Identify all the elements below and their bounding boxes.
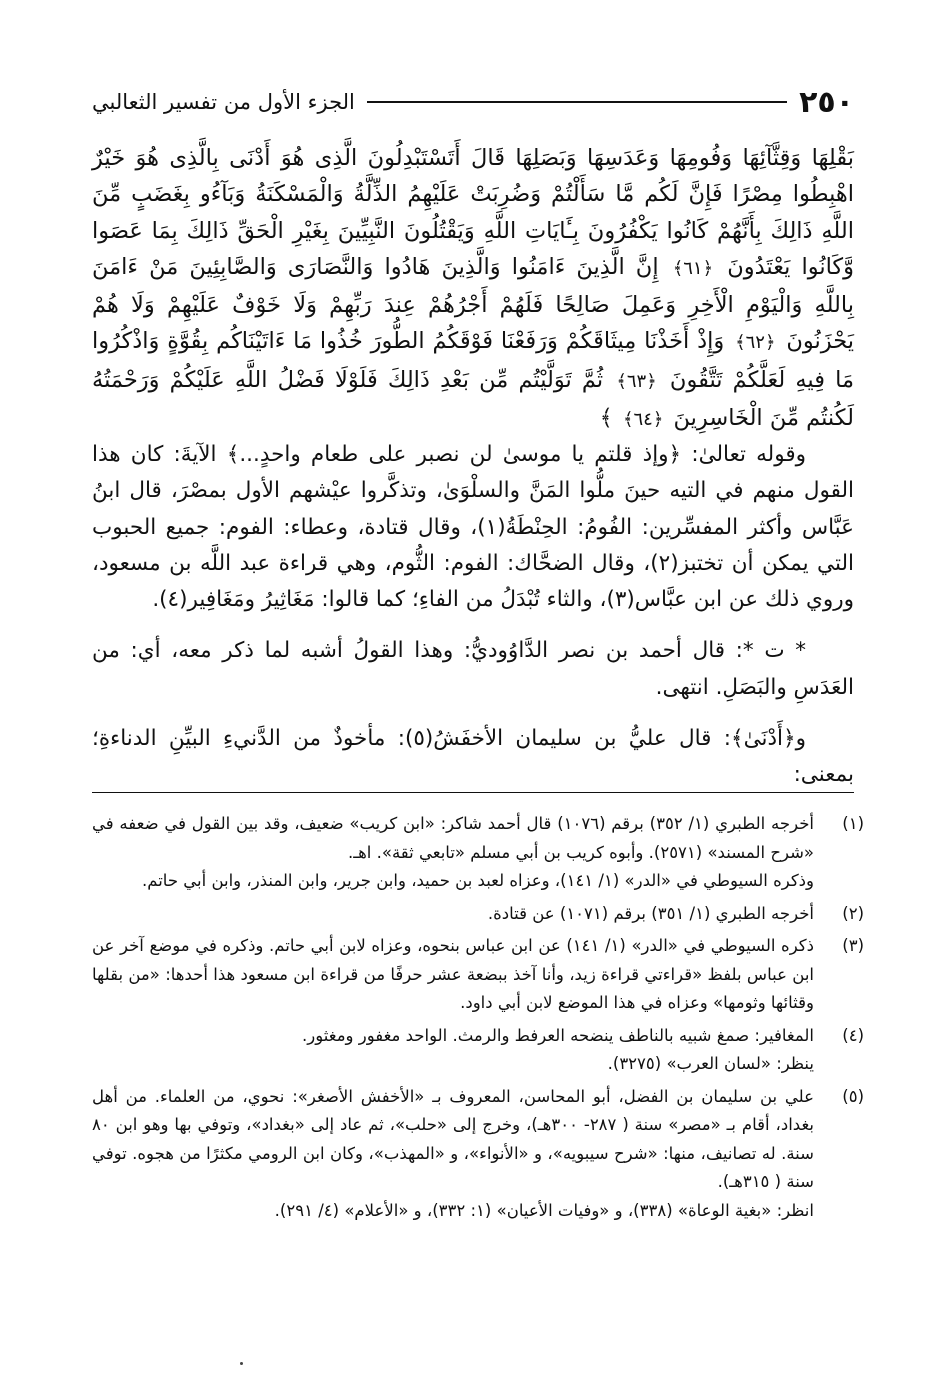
- ayah-number-marker: ﴿٦٢﴾: [735, 332, 776, 354]
- footnote-line: أخرجه الطبري (١/ ٣٥٢) برقم (١٠٧٦) قال أحمد شاكر: «ابن كريب» ضعيف، وقد بين القول في ضعفه في «شرح المسند» (٢٥٧١). وأبوه كريب بن أبي مسلم «تابعي ثقة». اهـ.: [92, 814, 814, 862]
- footnote: [92, 1022, 864, 1079]
- footnote-number: (٤): [842, 1025, 864, 1045]
- quran-verses: [92, 140, 854, 438]
- footnote-number: (٣): [842, 936, 864, 955]
- footnote-line: انظر: «بغية الوعاة» (٣٣٨)، و «وفيات الأعيان» (١: ٣٣٢)، و «الأعلام» (٤/ ٢٩١).: [274, 1200, 814, 1220]
- commentary-paragraph: وقوله تعالىٰ: ﴿وإذ قلتم يا موسىٰ لن نصبر على طعام واحدٍ...﴾ الآيةَ: كان هذا القول منهم في التيه حينَ ملُّوا المَنَّ والسلْوَىٰ، وتذكَّروا عيْشهم الأول بمصْرَ، قال ابنُ عَبَّاس وأكثر المفسِّرين: الفُومُ: الحِنْطَةُ(١)، وقال قتادة، وعطاء: الفوم: جميع الحبوب التي يمكن أن تختبز(٢)، وقال الضحَّاك: الفوم: الثُّوم، وهي قراءة عبد اللَّه بن مسعود، وروي ذلك عن ابن عبَّاس(٣)، والثاء تُبْدَلُ من الفاءِ؛ كما قالوا: مَغَاثِيرُ ومَغَافِير(٤).: [92, 442, 854, 613]
- footnote-line: علي بن سليمان بن الفضل، أبو المحاسن، المعروف بـ «الأخفش الأصغر»: نحوي، من العلماء. من أهل بغداد، أقام بـ «مصر» سنة ( ٢٨٧- ٣٠٠هـ)، وخرج إلى «حلب»، ثم عاد إلى «بغداد»، وتوفي بها وهو ابن ٨٠ سنة. له تصانيف، منها: «شرح سيبويه»، و «الأنواء»، و «المهذب»، وكان ابن الرومي مكثرًا من هجوه. توفي سنة ( ٣١٥هـ).: [92, 1086, 815, 1191]
- verse-text: إِنَّ الَّذِينَ ءَامَنُوا وَالَّذِينَ هَادُوا وَالنَّصَارَى وَالصَّابِئِينَ مَنْ ءَامَنَ بِاللَّهِ وَالْيَوْمِ الْأَخِرِ وَعَمِلَ صَالِحًا فَلَهُمْ أَجْرُهُمْ عِندَ رَبِّهِمْ وَلَا خَوْفٌ عَلَيْهِمْ وَلَا هُمْ يَحْزَنُونَ: [92, 253, 854, 355]
- footnote: [92, 810, 864, 896]
- footnote-number: (٥): [842, 1086, 864, 1106]
- footnote-line: أخرجه الطبري (١/ ٣٥١) برقم (١٠٧١) عن قتادة.: [487, 903, 814, 923]
- running-title: الجزء الأول من تفسير الثعالبي: [92, 90, 355, 114]
- footnote-body: [92, 900, 814, 929]
- verse-text: وَإِذْ أَخَذْنَا مِيثَاقَكُمْ وَرَفَعْنَا فَوْقَكُمُ الطُّورَ خُذُوا مَا ءَاتَيْنَاكُم بِقُوَّةٍ وَاذْكُرُوا مَا فِيهِ لَعَلَّكُمْ تَتَّقُونَ: [92, 328, 855, 393]
- footnote: [92, 900, 864, 929]
- commentary-paragraph: و﴿أَدْنَىٰ﴾: قال عليُّ بن سليمان الأخفَشُ(٥): مأخوذٌ من الدَّنيءِ البيِّنِ الدناءةِ؛ بمعنى:: [92, 726, 854, 788]
- footnote: [92, 1083, 864, 1226]
- page-number: ٢٥٠: [799, 84, 854, 120]
- footnote-body: [92, 1022, 814, 1079]
- ayah-number-marker: ﴿٦٤﴾: [622, 409, 664, 431]
- footnote-body: [92, 810, 814, 896]
- footnote-separator: [92, 792, 854, 793]
- print-speck: [240, 1362, 243, 1365]
- header-rule: [367, 101, 787, 103]
- closing-bracket: ﴾: [599, 405, 613, 432]
- footnote-body: [92, 1083, 814, 1226]
- verse-text: بَقْلِهَا وَقِثَّآئِهَا وَفُومِهَا وَعَدَسِهَا وَبَصَلِهَا قَالَ أَتَسْتَبْدِلُونَ الَّذِى هُوَ أَدْنَى بِالَّذِى هُوَ خَيْرٌ اهْبِطُوا مِصْرًا فَإِنَّ لَكُم مَّا سَأَلْتُمْ وَضُرِبَتْ عَلَيْهِمُ الذِّلَّةُ وَالْمَسْكَنَةُ وَبَآءُو بِغَضَبٍ مِّنَ اللَّهِ ذَالِكَ بِأَنَّهُمْ كَانُوا يَكْفُرُونَ بِـَٔايَاتِ اللَّهِ وَيَقْتُلُونَ النَّبِيِّينَ بِغَيْرِ الْحَقِّ ذَالِكَ بِمَا عَصَوا وَّكَانُوا يَعْتَدُونَ: [92, 145, 855, 280]
- footnote-line: ذكره السيوطي في «الدر» (١/ ١٤١) عن ابن عباس بنحوه، وعزاه لابن أبي حاتم. وذكره في موضع آخر عن ابن عباس بلفظ «قراءتي قراءة زيد، وأنا آخذ ببضعة عشر حرفًا من قراءة ابن مسعود هذا أحدها: «من بقلها وقثائها وثومها» وعزاه في هذا الموضع لابن أبي داود.: [92, 936, 814, 1012]
- footnote: [92, 932, 864, 1018]
- footnote-body: [92, 932, 814, 1018]
- ayah-number-marker: ﴿٦١﴾: [672, 257, 714, 279]
- footnote-number: (٢): [842, 903, 864, 923]
- footnote-number: (١): [842, 814, 864, 833]
- footnote-line: ينظر: «لسان العرب» (٣٢٧٥).: [607, 1054, 814, 1073]
- footnote-line: وذكره السيوطي في «الدر» (١/ ١٤١)، وعزاه لعبد بن حميد، وابن جرير، وابن المنذر، وابن أبي حاتم.: [141, 871, 814, 890]
- page-header: [92, 82, 854, 122]
- ayah-number-marker: ﴿٦٣﴾: [616, 370, 657, 392]
- footnote-line: المغافير: صمغ شبيه بالناطف ينضحه العرفط والرمث. الواحد مغفور ومغثور.: [302, 1025, 814, 1045]
- commentary: [92, 437, 854, 794]
- footnotes: [92, 810, 864, 1229]
- verse-text: ثُمَّ تَوَلَّيْتُم مِّن بَعْدِ ذَالِكَ فَلَوْلَا فَضْلُ اللَّهِ عَلَيْكُمْ وَرَحْمَتُهُ لَكُنتُم مِّنَ الْخَاسِرِينَ: [92, 366, 854, 432]
- commentary-paragraph: * ت *: قال أحمد بن نصر الدَّاوُوديُّ: وهذا القولُ أشبه لما ذكر معه، أي: من العَدَسِ والبَصَلِ. انتهى.: [92, 638, 854, 700]
